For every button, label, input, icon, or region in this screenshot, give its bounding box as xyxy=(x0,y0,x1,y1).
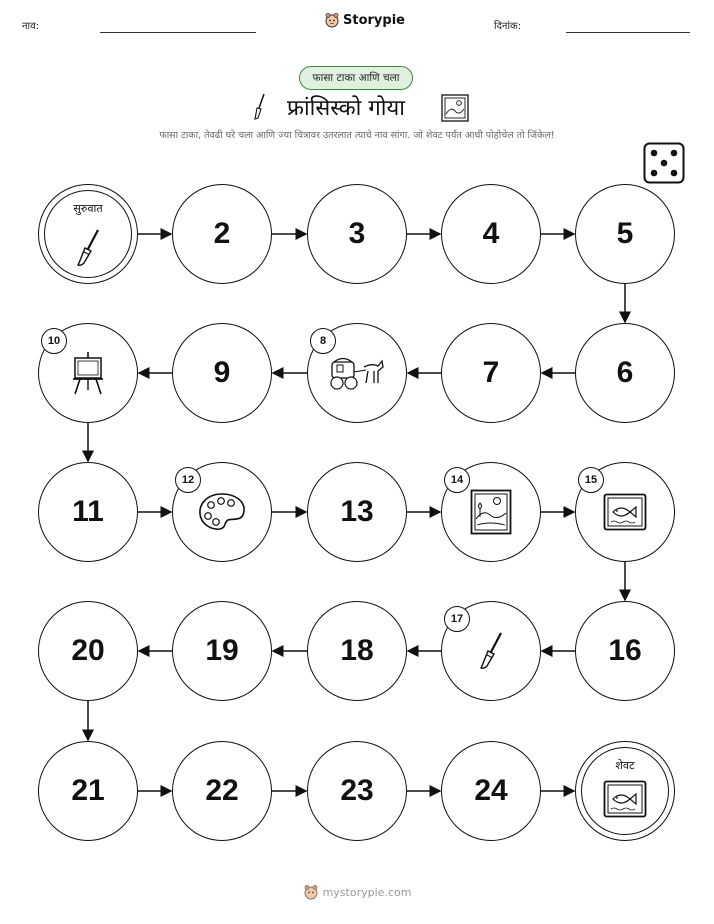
board-space-5 xyxy=(575,184,675,284)
board-space-15 xyxy=(575,462,675,562)
space-number: 18 xyxy=(340,634,374,667)
board-space-14 xyxy=(441,462,541,562)
brand-name: Storypie xyxy=(343,12,405,28)
board-space-7 xyxy=(441,323,541,423)
board-space-21 xyxy=(38,741,138,841)
board-space-18 xyxy=(307,601,407,701)
palette-icon xyxy=(197,491,247,533)
storypie-mascot-icon xyxy=(303,884,319,900)
space-number: 6 xyxy=(616,356,634,389)
space-number: 5 xyxy=(616,217,634,250)
board-space-17 xyxy=(441,601,541,701)
brush-icon xyxy=(71,227,105,273)
board-space-13 xyxy=(307,462,407,562)
game-type-badge: फासा टाका आणि चला xyxy=(299,66,413,90)
board-space-4 xyxy=(441,184,541,284)
space-number: 13 xyxy=(340,495,374,528)
space-number-badge: 14 xyxy=(444,467,470,493)
space-number: 20 xyxy=(71,634,105,667)
carriage-icon xyxy=(328,353,386,393)
footer-website: mystorypie.com xyxy=(322,885,412,899)
date-label: दिनांक: xyxy=(494,21,522,32)
board-space-10 xyxy=(38,323,138,423)
board-space-3 xyxy=(307,184,407,284)
board-space-6 xyxy=(575,323,675,423)
page-title: फ्रांसिस्को गोया xyxy=(287,96,405,121)
start-space xyxy=(38,184,138,284)
name-label: नाव: xyxy=(22,21,40,32)
space-number: 24 xyxy=(474,774,508,807)
board-space-11 xyxy=(38,462,138,562)
footer xyxy=(0,884,714,900)
space-number: 11 xyxy=(72,495,104,528)
space-number: 2 xyxy=(213,217,231,250)
board-space-16 xyxy=(575,601,675,701)
space-number: 4 xyxy=(482,217,500,250)
space-number: 22 xyxy=(205,774,239,807)
fish-painting-icon xyxy=(603,493,647,531)
space-number-badge: 15 xyxy=(578,467,604,493)
space-number-badge: 8 xyxy=(310,328,336,354)
space-number: 7 xyxy=(482,356,500,389)
finish-space xyxy=(575,741,675,841)
space-number-badge: 17 xyxy=(444,606,470,632)
board-space-19 xyxy=(172,601,272,701)
board-space-24 xyxy=(441,741,541,841)
brush-icon xyxy=(474,630,508,672)
board-space-20 xyxy=(38,601,138,701)
board-space-23 xyxy=(307,741,407,841)
start-label: सुरुवात xyxy=(73,202,103,215)
instructions-text: फासा टाका, तेवढी घरे चला आणि ज्या चित्रावर उतरलात त्याचे नाव सांगा. जो शेवट पर्यंत आधी पोहोचेल तो जिंकेल! xyxy=(159,130,555,141)
fish-painting-icon xyxy=(603,780,647,822)
board-space-9 xyxy=(172,323,272,423)
space-number: 21 xyxy=(71,774,105,807)
board-space-12 xyxy=(172,462,272,562)
board-space-8 xyxy=(307,323,407,423)
space-number: 16 xyxy=(608,634,642,667)
board-space-2 xyxy=(172,184,272,284)
space-number: 23 xyxy=(340,774,374,807)
easel-icon xyxy=(70,350,106,396)
space-number: 19 xyxy=(205,634,239,667)
landscape-painting-icon xyxy=(470,489,512,535)
finish-label: शेवट xyxy=(615,759,635,772)
space-number: 3 xyxy=(348,217,366,250)
space-number-badge: 10 xyxy=(41,328,67,354)
board-space-22 xyxy=(172,741,272,841)
space-number: 9 xyxy=(213,356,231,389)
space-number-badge: 12 xyxy=(175,467,201,493)
